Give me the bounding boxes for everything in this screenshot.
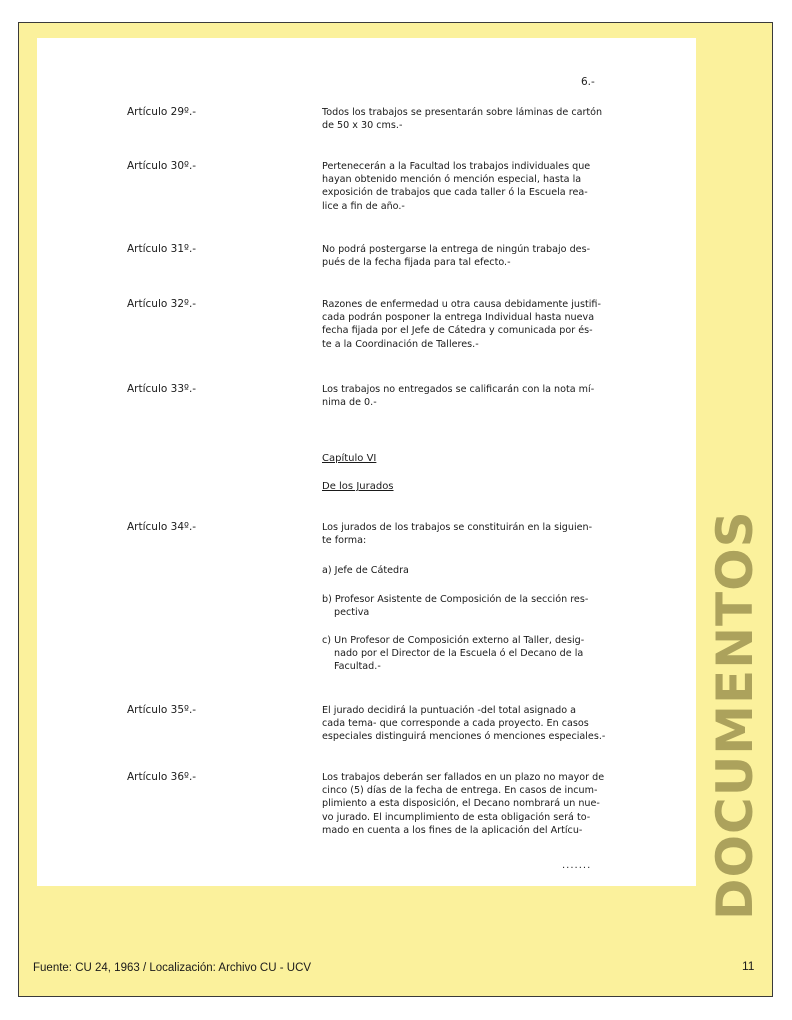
- text-line: Todos los trabajos se presentarán sobre láminas de cartón: [322, 107, 603, 118]
- article-32-text: [322, 298, 632, 351]
- text-line: te a la Coordinación de Talleres.-: [322, 338, 479, 350]
- text-line: a) Jefe de Cátedra: [322, 565, 409, 576]
- article-35-label: Artículo 35º.-: [127, 704, 197, 716]
- text-line: fecha fijada por el Jefe de Cátedra y comunicada por és-: [322, 325, 593, 337]
- jury-item-c: [322, 634, 584, 674]
- article-36-text: [322, 771, 632, 837]
- text-line: hayan obtenido mención ó mención especial, hasta la: [322, 174, 582, 186]
- article-34-label: Artículo 34º.-: [127, 521, 197, 533]
- text-line: Facultad.-: [334, 661, 381, 673]
- text-line: Los jurados de los trabajos se constituirán en la siguien-: [322, 522, 593, 533]
- text-line: nima de 0.-: [322, 397, 377, 409]
- text-line: cada tema- que corresponde a cada proyecto. En casos: [322, 718, 589, 730]
- text-line: Razones de enfermedad u otra causa debidamente justifi-: [322, 299, 601, 310]
- text-line: cinco (5) días de la fecha de entrega. En casos de incum-: [322, 785, 598, 797]
- text-line: b) Profesor Asistente de Composición de la sección res-: [322, 594, 589, 605]
- jury-item-b: [322, 593, 588, 619]
- source-caption: Fuente: CU 24, 1963 / Localización: Archivo CU - UCV: [33, 962, 312, 974]
- article-33-text: [322, 383, 632, 409]
- text-line: pués de la fecha fijada para tal efecto.-: [322, 257, 511, 269]
- sheet-page-mark: 6.-: [581, 76, 595, 88]
- text-line: c) Un Profesor de Composición externo al Taller, desig-: [322, 635, 585, 646]
- text-line: te forma:: [322, 535, 367, 547]
- continuation-dots: .......: [562, 860, 592, 871]
- chapter-title: Capítulo VI: [322, 453, 377, 464]
- article-33-label: Artículo 33º.-: [127, 383, 197, 395]
- article-29-label: Artículo 29º.-: [127, 106, 197, 118]
- article-30-text: [322, 160, 632, 213]
- text-line: plimiento a esta disposición, el Decano nombrará un nue-: [322, 798, 600, 810]
- article-31-label: Artículo 31º.-: [127, 243, 197, 255]
- text-line: Los trabajos no entregados se calificarán con la nota mí-: [322, 384, 595, 395]
- article-35-text: [322, 704, 632, 744]
- article-34-text: [322, 521, 632, 547]
- jury-item-a: [322, 564, 409, 577]
- article-29-text: [322, 106, 632, 132]
- text-line: lice a fin de año.-: [322, 200, 405, 212]
- article-32-label: Artículo 32º.-: [127, 298, 197, 310]
- text-line: de 50 x 30 cms.-: [322, 120, 403, 132]
- article-31-text: [322, 243, 632, 269]
- article-36-label: Artículo 36º.-: [127, 771, 197, 783]
- article-30-label: Artículo 30º.-: [127, 160, 197, 172]
- text-line: cada podrán posponer la entrega Individual hasta nueva: [322, 312, 595, 324]
- text-line: mado en cuenta a los fines de la aplicación del Artícu-: [322, 824, 583, 836]
- text-line: especiales distinguirá menciones ó menciones especiales.-: [322, 731, 606, 743]
- side-title: DOCUMENTOS: [706, 510, 764, 920]
- text-line: Los trabajos deberán ser fallados en un plazo no mayor de: [322, 772, 605, 783]
- page-number: 11: [742, 959, 755, 973]
- text-line: Pertenecerán a la Facultad los trabajos individuales que: [322, 161, 591, 172]
- text-line: No podrá postergarse la entrega de ningún trabajo des-: [322, 244, 591, 255]
- text-line: nado por el Director de la Escuela ó el Decano de la: [334, 648, 584, 660]
- text-line: pectiva: [334, 607, 370, 619]
- chapter-subtitle: De los Jurados: [322, 481, 394, 492]
- text-line: vo jurado. El incumplimiento de esta obligación será to-: [322, 811, 591, 823]
- text-line: exposición de trabajos que cada taller ó la Escuela rea-: [322, 187, 588, 199]
- text-line: El jurado decidirá la puntuación -del total asignado a: [322, 705, 577, 716]
